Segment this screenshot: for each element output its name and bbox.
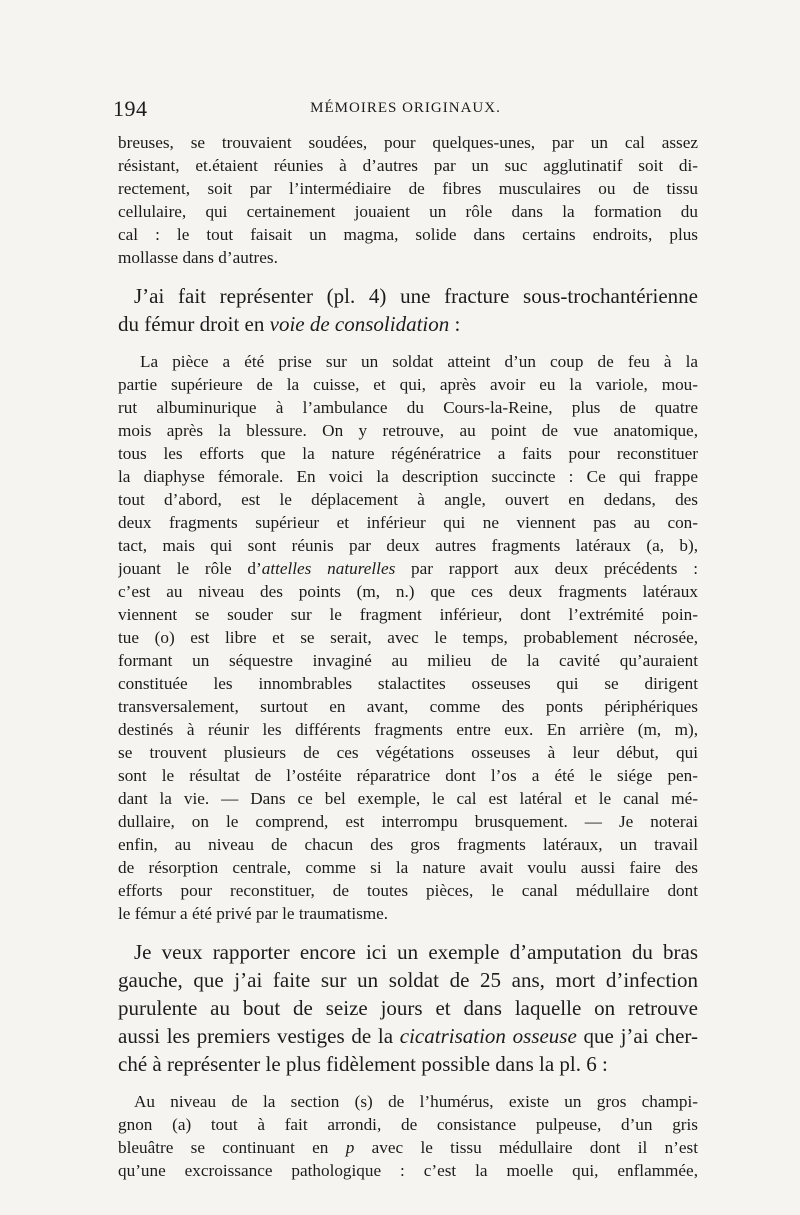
text-line: se trouvent plusieurs de ces végétations osseuses à leur début, qui xyxy=(118,743,698,762)
text-line: partie supérieure de la cuisse, et qui, après avoir eu la variole, mou- xyxy=(118,375,698,394)
paragraph-2 xyxy=(118,282,698,338)
text-line: de résorption centrale, comme si la nature avait voulu aussi faire des xyxy=(118,858,698,877)
text-run: que j’ai cher- xyxy=(576,1024,698,1048)
text-line: tout d’abord, est le déplacement à angle, ouvert en dedans, des xyxy=(118,490,698,509)
italic-run: cicatrisation osseuse xyxy=(399,1024,577,1048)
text-line: destinés à réunir les différents fragments entre eux. En arrière (m, m), xyxy=(118,720,698,739)
text-line xyxy=(118,310,698,338)
text-line: gnon (a) tout à fait arrondi, de consistance pulpeuse, d’un gris xyxy=(118,1115,698,1134)
text-line: breuses, se trouvaient soudées, pour quelques-unes, par un cal assez xyxy=(118,133,698,152)
text-line: dullaire, on le comprend, est interrompu brusquement. — Je noterai xyxy=(118,812,698,831)
page-header xyxy=(113,96,698,122)
text-line: résistant, et.étaient réunies à d’autres par un suc agglutinatif soit di- xyxy=(118,156,698,175)
text-line: mollasse dans d’autres. xyxy=(118,248,278,267)
paragraph-5 xyxy=(118,1090,698,1182)
italic-run: voie de consolidation xyxy=(269,312,450,336)
text-line: La pièce a été prise sur un soldat atteint d’un coup de feu à la xyxy=(140,352,698,371)
text-line: transversalement, surtout en avant, comme des ponts périphériques xyxy=(118,697,698,716)
text-run: avec le tissu médullaire dont il n’est xyxy=(354,1138,698,1157)
page-number: 194 xyxy=(113,96,148,121)
text-run: aussi les premiers vestiges de la xyxy=(118,1024,400,1048)
text-line: formant un séquestre invaginé au milieu de la cavité qu’auraient xyxy=(118,651,698,670)
text-line: tous les efforts que la nature régénératrice a faits pour reconstituer xyxy=(118,444,698,463)
text-line: la diaphyse fémorale. En voici la description succincte : Ce qui frappe xyxy=(118,467,698,486)
text-line: gauche, que j’ai faite sur un soldat de 25 ans, mort d’infection xyxy=(118,968,698,992)
paragraph-3 xyxy=(118,350,698,925)
text-line: efforts pour reconstituer, de toutes pièces, le canal médullaire dont xyxy=(118,881,698,900)
text-line: qu’une excroissance pathologique : c’est la moelle qui, enflammée, xyxy=(118,1161,698,1180)
text-run: du fémur droit en xyxy=(118,312,270,336)
text-line: Je veux rapporter encore ici un exemple d’amputation du bras xyxy=(134,940,698,964)
text-line: constituée les innombrables stalactites osseuses qui se dirigent xyxy=(118,674,698,693)
paragraph-1 xyxy=(118,131,698,269)
text-line: purulente au bout de seize jours et dans laquelle on retrouve xyxy=(118,996,698,1020)
text-line: rectement, soit par l’intermédiaire de fibres musculaires ou de tissu xyxy=(118,179,698,198)
italic-run: p xyxy=(345,1138,355,1157)
text-line: cal : le tout faisait un magma, solide dans certains endroits, plus xyxy=(118,225,698,244)
text-line: dant la vie. — Dans ce bel exemple, le cal est latéral et le canal mé- xyxy=(118,789,698,808)
text-run: : xyxy=(449,312,461,336)
text-line xyxy=(118,557,698,580)
text-line: cellulaire, qui certainement jouaient un rôle dans la formation du xyxy=(118,202,698,221)
text-line: viennent se souder sur le fragment inférieur, dont l’extrémité poin- xyxy=(118,605,698,624)
italic-run: attelles naturelles xyxy=(261,559,396,578)
text-line: deux fragments supérieur et inférieur qui ne viennent pas au con- xyxy=(118,513,698,532)
text-line: mois après la blessure. On y retrouve, au point de vue anatomique, xyxy=(118,421,698,440)
text-line xyxy=(118,1136,698,1159)
text-line: c’est au niveau des points (m, n.) que ces deux fragments latéraux xyxy=(118,582,698,601)
text-line: ché à représenter le plus fidèlement possible dans la pl. 6 : xyxy=(118,1052,608,1076)
text-run: par rapport aux deux précédents : xyxy=(395,559,698,578)
text-line: enfin, au niveau de chacun des gros fragments latéraux, un travail xyxy=(118,835,698,854)
text-line: Au niveau de la section (s) de l’humérus, existe un gros champi- xyxy=(134,1092,698,1111)
text-line: tue (o) est libre et se serait, avec le temps, probablement nécrosée, xyxy=(118,628,698,647)
text-line: rut albuminurique à l’ambulance du Cours-la-Reine, plus de quatre xyxy=(118,398,698,417)
text-line: sont le résultat de l’ostéite réparatrice dont l’os a été le siége pen- xyxy=(118,766,698,785)
text-line: le fémur a été privé par le traumatisme. xyxy=(118,904,389,923)
text-line xyxy=(118,1022,698,1050)
page-body xyxy=(118,131,698,1182)
text-run: bleuâtre se continuant en xyxy=(118,1138,346,1157)
text-run: jouant le rôle d’ xyxy=(118,559,262,578)
text-line: tact, mais qui sont réunis par deux autres fragments latéraux (a, b), xyxy=(118,536,698,555)
text-line: J’ai fait représenter (pl. 4) une fracture sous-trochantérienne xyxy=(134,284,698,308)
running-head: MÉMOIRES ORIGINAUX. xyxy=(310,100,501,116)
paragraph-4 xyxy=(118,938,698,1078)
